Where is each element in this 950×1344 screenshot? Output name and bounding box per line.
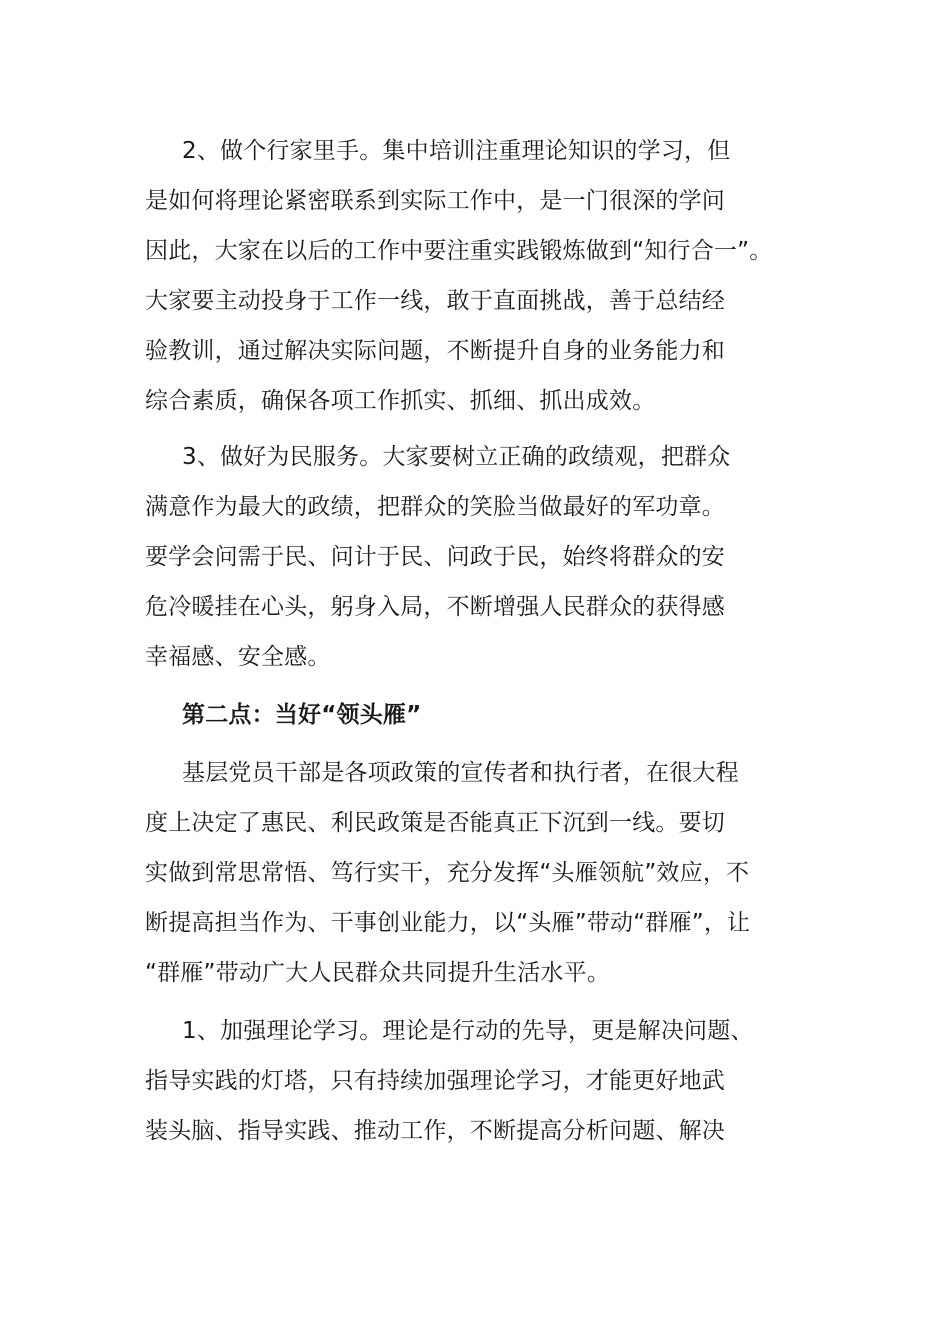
text-line: 满意作为最大的政绩，把群众的笑脸当做最好的军功章。 bbox=[145, 494, 725, 520]
text-line: 综合素质，确保各项工作抓实、抓细、抓出成效。 bbox=[145, 388, 656, 414]
paragraph-grassroots-cadres bbox=[145, 748, 825, 998]
section-heading bbox=[145, 690, 825, 740]
text-line: 实做到常思常悟、笃行实干，充分发挥“头雁领航”效应，不 bbox=[145, 860, 750, 886]
text-line: 验教训，通过解决实际问题，不断提升自身的业务能力和 bbox=[145, 338, 725, 364]
paragraph-be-expert bbox=[145, 126, 825, 426]
text-line: 装头脑、指导实践、推动工作，不断提高分析问题、解决 bbox=[145, 1118, 725, 1144]
text-line: 断提高担当作为、干事创业能力，以“头雁”带动“群雁”，让 bbox=[145, 910, 751, 936]
text-line: 大家要主动投身于工作一线，敢于直面挑战，善于总结经 bbox=[145, 288, 725, 314]
paragraph-serve-people bbox=[145, 432, 825, 682]
text-line: 指导实践的灯塔，只有持续加强理论学习，才能更好地武 bbox=[145, 1068, 725, 1094]
text-line: 危冷暖挂在心头，躬身入局，不断增强人民群众的获得感 bbox=[145, 594, 725, 620]
paragraph-theory-study bbox=[145, 1006, 825, 1156]
text-line: 因此，大家在以后的工作中要注重实践锻炼做到“知行合一”。 bbox=[145, 238, 773, 264]
text-line: 幸福感、安全感。 bbox=[145, 644, 331, 670]
text-line: “群雁”带动广大人民群众共同提升生活水平。 bbox=[145, 960, 611, 986]
text-line: 度上决定了惠民、利民政策是否能真正下沉到一线。要切 bbox=[145, 810, 725, 836]
text-line: 3、做好为民服务。大家要树立正确的政绩观，把群众 bbox=[182, 444, 731, 470]
text-line: 是如何将理论紧密联系到实际工作中，是一门很深的学问 bbox=[145, 188, 725, 214]
text-line: 1、加强理论学习。理论是行动的先导，更是解决问题、 bbox=[182, 1018, 754, 1044]
text-line: 要学会问需于民、问计于民、问政于民，始终将群众的安 bbox=[145, 544, 725, 570]
text-line: 基层党员干部是各项政策的宣传者和执行者，在很大程 bbox=[182, 760, 739, 786]
document-body bbox=[145, 126, 825, 1156]
heading-text: 第二点：当好“领头雁” bbox=[182, 702, 422, 728]
text-line: 2、做个行家里手。集中培训注重理论知识的学习，但 bbox=[182, 138, 731, 164]
